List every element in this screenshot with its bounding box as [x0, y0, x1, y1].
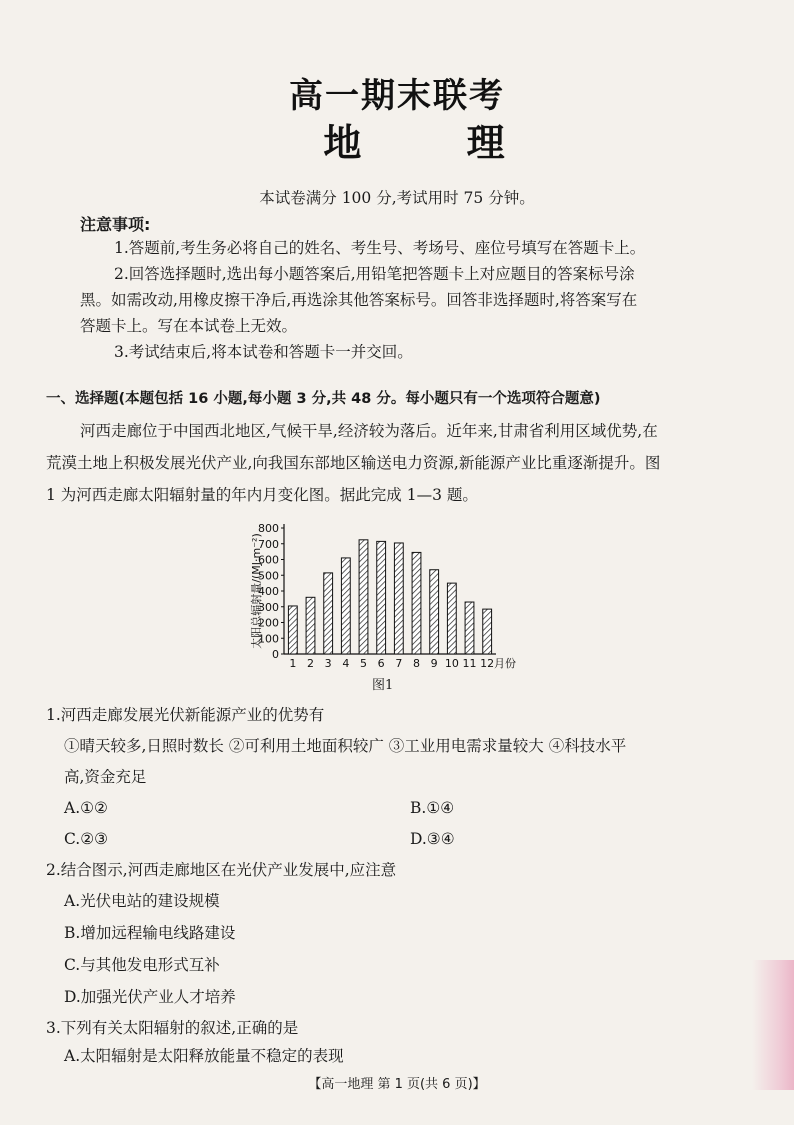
x-tick-label: 9	[430, 657, 438, 670]
y-tick-label: 400	[258, 585, 279, 598]
exam-title: 高一期末联考	[289, 76, 505, 116]
solar-radiation-chart	[248, 520, 538, 695]
y-tick-label: 300	[258, 600, 279, 614]
x-tick-label: 5	[360, 657, 367, 670]
x-axis-unit: 月份	[494, 657, 516, 670]
notice-line: 3.考试结束后,将本试卷和答题卡一并交回。	[114, 343, 413, 361]
subject-title: 地 理	[323, 121, 551, 165]
y-tick-label: 800	[258, 522, 279, 535]
notice-line: 2.回答选择题时,选出每小题答案后,用铅笔把答题卡上对应题目的答案标号涂	[114, 265, 635, 283]
q1-option-c: C.②③	[64, 830, 109, 848]
bar	[377, 541, 386, 654]
figure-caption: 图1	[372, 678, 394, 693]
x-tick-label: 8	[413, 657, 420, 670]
q2-stem: 2.结合图示,河西走廊地区在光伏产业发展中,应注意	[46, 861, 397, 879]
bar	[306, 597, 315, 654]
q1-option-a: A.①②	[64, 799, 108, 817]
bar	[447, 583, 456, 654]
x-tick-label: 1	[289, 657, 297, 670]
bar	[341, 558, 350, 654]
x-tick-label: 12	[480, 657, 495, 670]
passage-line: 河西走廊位于中国西北地区,气候干旱,经济较为落后。近年来,甘肃省利用区域优势,在	[80, 422, 658, 440]
page-footer: 【高一地理 第 1 页(共 6 页)】	[308, 1077, 486, 1092]
y-tick-label: 600	[258, 553, 279, 567]
q1-items-cont: 高,资金充足	[64, 768, 147, 786]
chart-svg	[248, 520, 538, 695]
notice-line: 黑。如需改动,用橡皮擦干净后,再选涂其他答案标号。回答非选择题时,将答案写在	[80, 291, 638, 309]
y-tick-label: 100	[258, 632, 279, 646]
bar	[412, 552, 421, 654]
bar	[324, 573, 333, 654]
notice-line: 1.答题前,考生务必将自己的姓名、考生号、考场号、座位号填写在答题卡上。	[114, 239, 646, 257]
q2-option-c: C.与其他发电形式互补	[64, 956, 220, 974]
y-tick-label: 0	[272, 648, 279, 661]
notice-heading: 注意事项:	[80, 215, 151, 234]
y-tick-label: 700	[258, 537, 279, 551]
bar	[359, 540, 368, 654]
x-tick-label: 7	[395, 657, 403, 670]
q2-option-b: B.增加远程输电线路建设	[64, 924, 236, 942]
bar	[288, 606, 297, 654]
q1-items: ①晴天较多,日照时数长 ②可利用土地面积较广 ③工业用电需求量较大 ④科技水平	[64, 737, 627, 755]
y-tick-label: 500	[258, 569, 279, 583]
q2-option-d: D.加强光伏产业人才培养	[64, 988, 236, 1006]
q3-stem: 3.下列有关太阳辐射的叙述,正确的是	[46, 1019, 299, 1037]
exam-intro: 本试卷满分 100 分,考试用时 75 分钟。	[259, 189, 535, 207]
passage-line: 荒漠土地上积极发展光伏产业,向我国东部地区输送电力资源,新能源产业比重逐渐提升。图	[46, 454, 661, 472]
bar	[430, 570, 439, 654]
bar	[394, 543, 403, 654]
x-tick-label: 3	[324, 657, 332, 670]
x-tick-label: 6	[377, 657, 385, 670]
y-axis-label: 太阳总辐射量/(MJ·m⁻²)	[250, 533, 263, 649]
x-tick-label: 11	[462, 657, 477, 670]
bar	[465, 602, 474, 654]
q1-stem: 1.河西走廊发展光伏新能源产业的优势有	[46, 706, 325, 724]
passage-line: 1 为河西走廊太阳辐射量的年内月变化图。据此完成 1—3 题。	[46, 486, 478, 504]
scan-mark	[752, 960, 794, 1090]
x-tick-label: 10	[444, 657, 459, 670]
x-tick-label: 2	[307, 657, 314, 670]
section-heading: 一、选择题(本题包括 16 小题,每小题 3 分,共 48 分。每小题只有一个选项符合题意)	[46, 391, 601, 407]
bar	[483, 609, 492, 654]
y-tick-label: 200	[258, 616, 279, 630]
q3-option-a: A.太阳辐射是太阳释放能量不稳定的表现	[64, 1047, 344, 1065]
q1-option-b: B.①④	[410, 799, 455, 817]
q1-option-d: D.③④	[410, 830, 455, 848]
q2-option-a: A.光伏电站的建设规模	[64, 892, 220, 910]
notice-line: 答题卡上。写在本试卷上无效。	[80, 317, 298, 335]
x-tick-label: 4	[342, 657, 350, 670]
